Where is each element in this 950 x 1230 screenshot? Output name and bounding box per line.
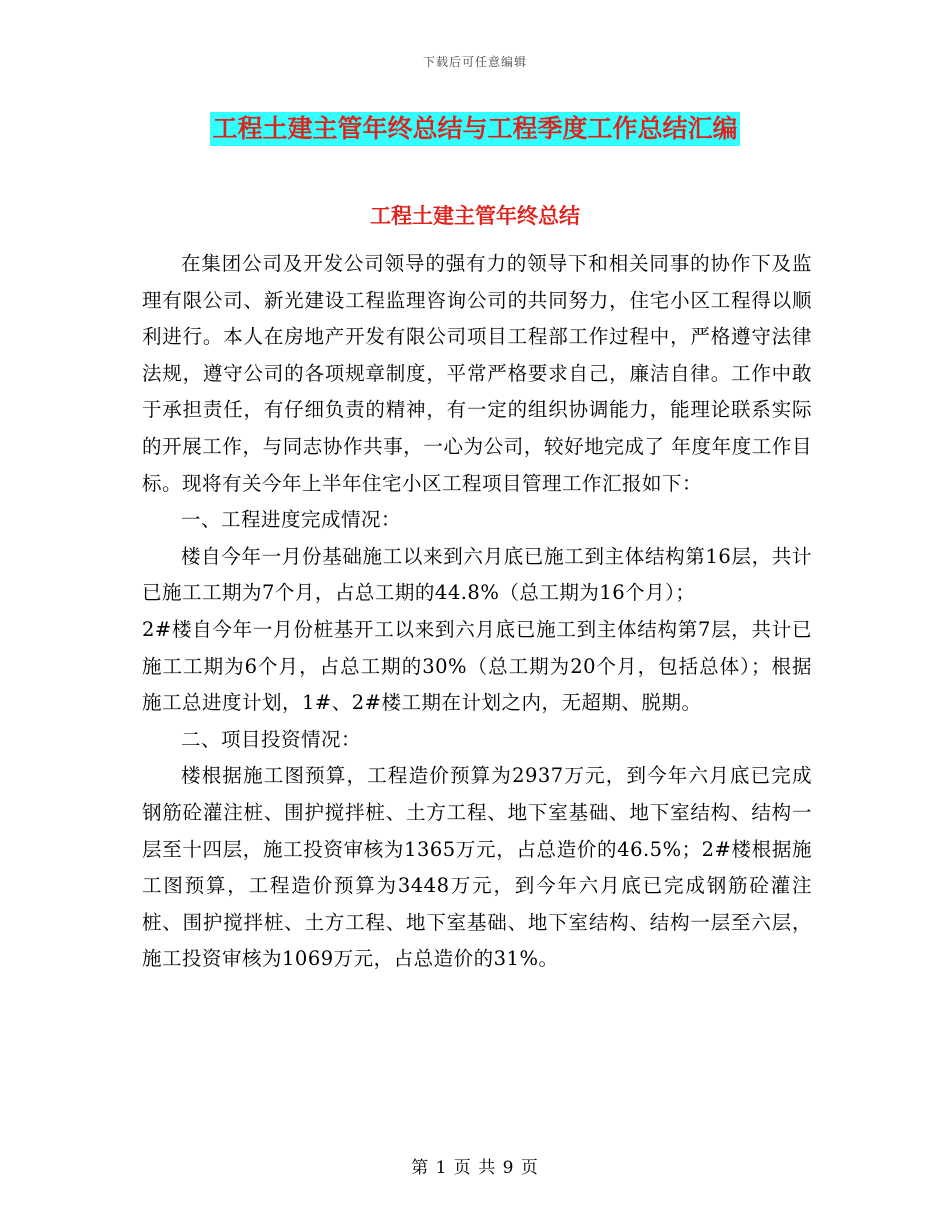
paragraph-progress-building-2: 2#楼自今年一月份桩基开工以来到六月底已施工到主体结构第7层，共计已施工工期为6个月，占总工期的30%（总工期为20个月，包括总体）；根据施工总进度计划，1#、2#楼工期在计划之内，无超期、脱期。 xyxy=(142,617,812,715)
paragraph-intro: 在集团公司及开发公司领导的强有力的领导下和相关同事的协作下及监理有限公司、新光建设工程监理咨询公司的共同努力，住宅小区工程得以顺利进行。本人在房地产开发有限公司项目工程部工作过程中，严格遵守法律法规，遵守公司的各项规章制度，平常严格要求自己，廉洁自律。工作中敢于承担责任，有仔细负责的精神，有一定的组织协调能力，能理论联系实际的开展工作，与同志协作共事，一心为公司，较好地完成了 年度年度工作目标。现将有关今年上半年住宅小区工程项目管理工作汇报如下： xyxy=(142,252,812,495)
paragraph-investment: 楼根据施工图预算，工程造价预算为2937万元，到今年六月底已完成钢筋砼灌注桩、围护搅拌桩、土方工程、地下室基础、地下室结构、结构一层至十四层，施工投资审核为1365万元，占总造价的46.5%；2#楼根据施工图预算，工程造价预算为3448万元，到今年六月底已完成钢筋砼灌注桩、围护搅拌桩、土方工程、地下室基础、地下室结构、结构一层至六层，施工投资审核为1069万元，占总造价的31%。 xyxy=(142,764,812,971)
section-title: 工程土建主管年终总结 xyxy=(370,204,580,228)
heading-investment: 二、项目投资情况： xyxy=(181,727,362,751)
page-header-note: 下载后可任意编辑 xyxy=(422,55,527,69)
heading-progress: 一、工程进度完成情况： xyxy=(181,508,402,532)
document-body xyxy=(142,246,812,978)
paragraph-progress-building-1: 楼自今年一月份基础施工以来到六月底已施工到主体结构第16层，共计已施工工期为7个月，占总工期的44.8%（总工期为16个月）； xyxy=(142,544,812,605)
document-title-container xyxy=(0,112,950,146)
document-title: 工程土建主管年终总结与工程季度工作总结汇编 xyxy=(210,112,739,146)
page-number: 第 1 页 共 9 页 xyxy=(411,1158,539,1178)
